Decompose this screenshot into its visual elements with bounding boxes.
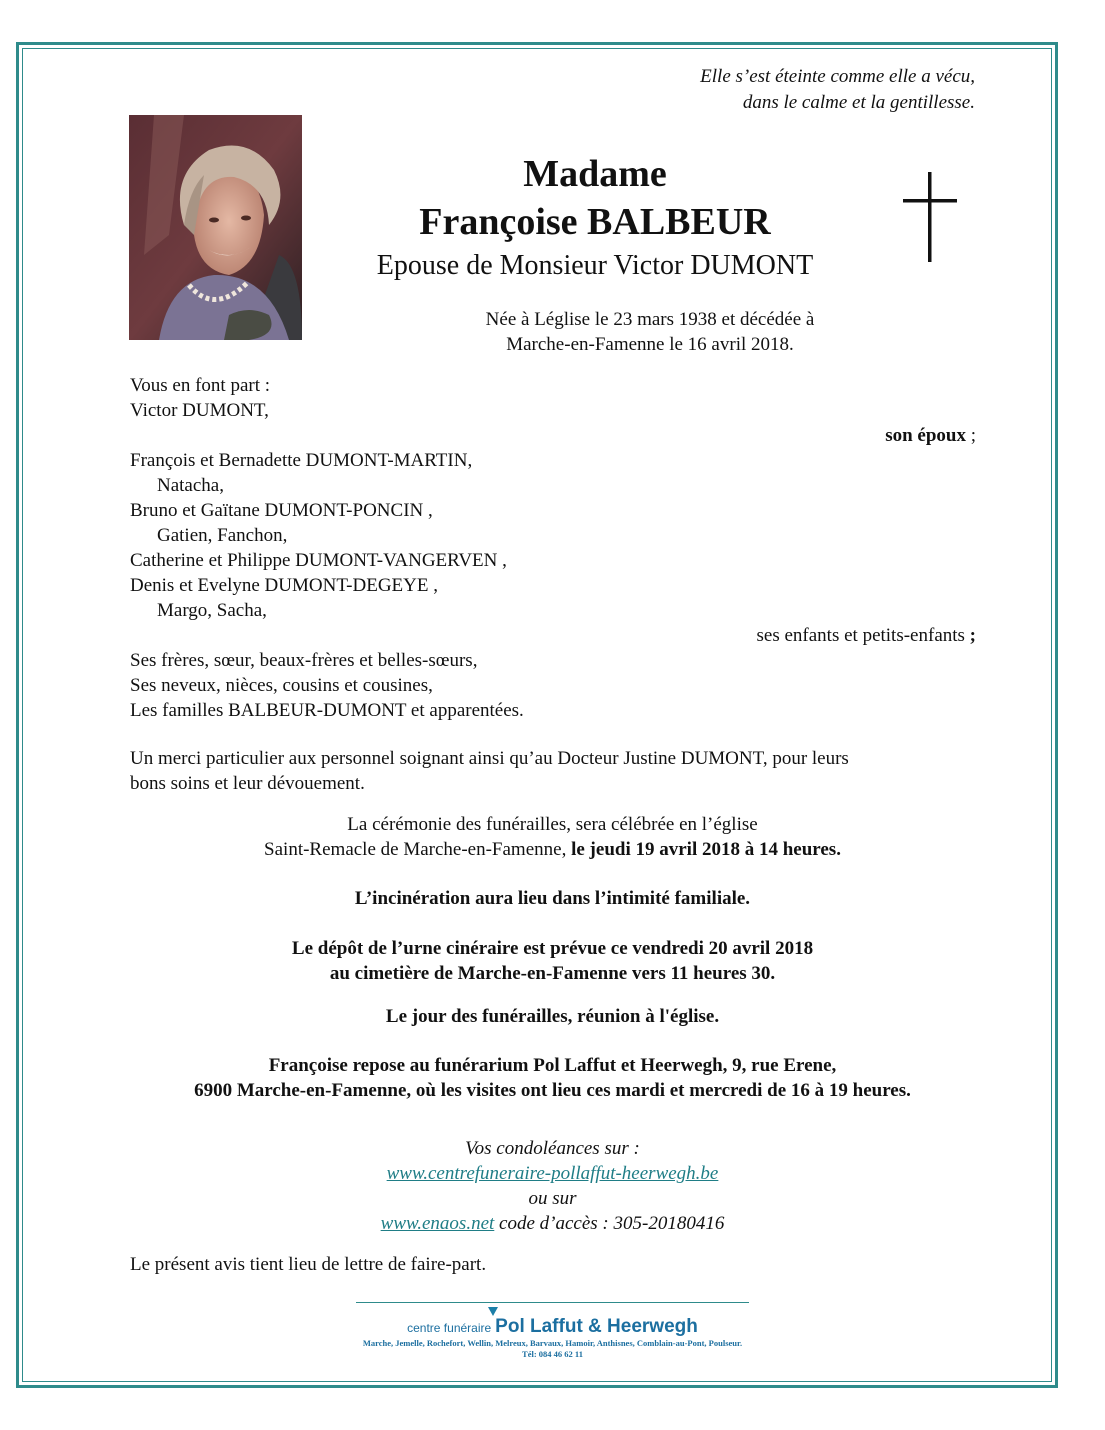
child-line: François et Bernadette DUMONT-MARTIN, (130, 450, 473, 471)
child-line: Bruno et Gaïtane DUMONT-PONCIN , (130, 500, 433, 521)
epitaph-line-1: Elle s’est éteinte comme elle a vécu, (700, 66, 975, 87)
urn-info (100, 936, 1005, 986)
ceremony-line-1: La cérémonie des funérailles, sera célébrée en l’église (347, 814, 758, 835)
condolences-link-centre[interactable]: www.centrefuneraire-pollaffut-heerwegh.be (386, 1163, 719, 1184)
children-role-line (130, 623, 976, 648)
ceremony-place: Saint-Remacle de Marche-en-Famenne, (264, 839, 572, 860)
condolences-link-enaos[interactable]: www.enaos.net (380, 1213, 495, 1234)
logo-divider (356, 1302, 749, 1303)
child-line: Catherine et Philippe DUMONT-VANGERVEN , (130, 550, 507, 571)
funeral-home-logo (356, 1316, 749, 1338)
cross-icon (900, 172, 960, 264)
children-role: ses enfants et petits-enfants (756, 625, 965, 646)
spouse-name: Victor DUMONT, (130, 400, 269, 421)
final-note: Le présent avis tient lieu de lettre de faire-part. (130, 1254, 487, 1275)
condolences-or: ou sur (528, 1188, 577, 1209)
logo-phone: Tél: 084 46 62 11 (522, 1349, 583, 1359)
spouse-role: son époux (885, 425, 966, 446)
logo-small-text: centre funéraire (407, 1321, 492, 1335)
thanks-line-1: Un merci particulier aux personnel soignant ainsi qu’au Docteur Justine DUMONT, pour leurs (130, 748, 849, 769)
grandchild-line: Gatien, Fanchon, (157, 525, 288, 546)
birth-line-2: Marche-en-Famenne le 16 avril 2018. (506, 334, 794, 355)
relatives-line: Ses neveux, nièces, cousins et cousines, (130, 675, 433, 696)
grandchild-line: Margo, Sacha, (157, 600, 267, 621)
title-madame: Madame (523, 153, 667, 195)
access-code: code d’accès : 305-20180416 (494, 1213, 725, 1234)
children-role-punct: ; (964, 625, 976, 646)
thanks-line-2: bons soins et leur dévouement. (130, 773, 365, 794)
logo-subtext (356, 1338, 749, 1360)
deceased-name: Françoise BALBEUR (419, 201, 771, 243)
condolences-intro: Vos condoléances sur : (465, 1138, 640, 1159)
birth-line-1: Née à Léglise le 23 mars 1938 et décédée à (485, 309, 815, 330)
epitaph-line-2: dans le calme et la gentillesse. (742, 92, 975, 113)
ceremony-line-2 (100, 837, 1005, 862)
portrait-photo-image (129, 115, 302, 340)
announcement-intro: Vous en font part : (130, 375, 271, 396)
spouse-role-punct: ; (965, 425, 976, 446)
thanks-paragraph (130, 746, 976, 796)
incineration-info: L’incinération aura lieu dans l’intimité familiale. (354, 888, 751, 909)
grandchild-line: Natacha, (157, 475, 224, 496)
child-line: Denis et Evelyne DUMONT-DEGEYE , (130, 575, 438, 596)
epitaph (700, 64, 975, 116)
funerarium-info (100, 1053, 1005, 1103)
meeting-info: Le jour des funérailles, réunion à l'église. (385, 1006, 720, 1027)
family-announcement (130, 373, 976, 723)
condolences-block (100, 1136, 1005, 1236)
urn-line-2: au cimetière de Marche-en-Famenne vers 11 heures 30. (329, 963, 776, 984)
ceremony-date: le jeudi 19 avril 2018 à 14 heures. (571, 839, 841, 860)
logo-big-text: Pol Laffut & Heerwegh (495, 1316, 698, 1337)
logo-locations: Marche, Jemelle, Rochefort, Wellin, Melreux, Barvaux, Hamoir, Anthisnes, Comblain-au-Pont, Poulseur. (362, 1338, 743, 1348)
urn-line-1: Le dépôt de l’urne cinéraire est prévue ce vendredi 20 avril 2018 (291, 938, 814, 959)
birth-death-info (430, 307, 870, 357)
relatives-line: Les familles BALBEUR-DUMONT et apparentées. (130, 700, 524, 721)
portrait-photo (129, 115, 302, 340)
spouse-role-line (130, 423, 976, 448)
logo-triangle-icon (488, 1307, 498, 1316)
funerarium-line-2: 6900 Marche-en-Famenne, où les visites ont lieu ces mardi et mercredi de 16 à 19 heures. (194, 1080, 911, 1101)
relatives-line: Ses frères, sœur, beaux-frères et belles-sœurs, (130, 650, 478, 671)
funerarium-line-1: Françoise repose au funérarium Pol Laffut et Heerwegh, 9, rue Erene, (268, 1055, 837, 1076)
spouse-line: Epouse de Monsieur Victor DUMONT (376, 250, 814, 281)
ceremony-info (100, 812, 1005, 862)
